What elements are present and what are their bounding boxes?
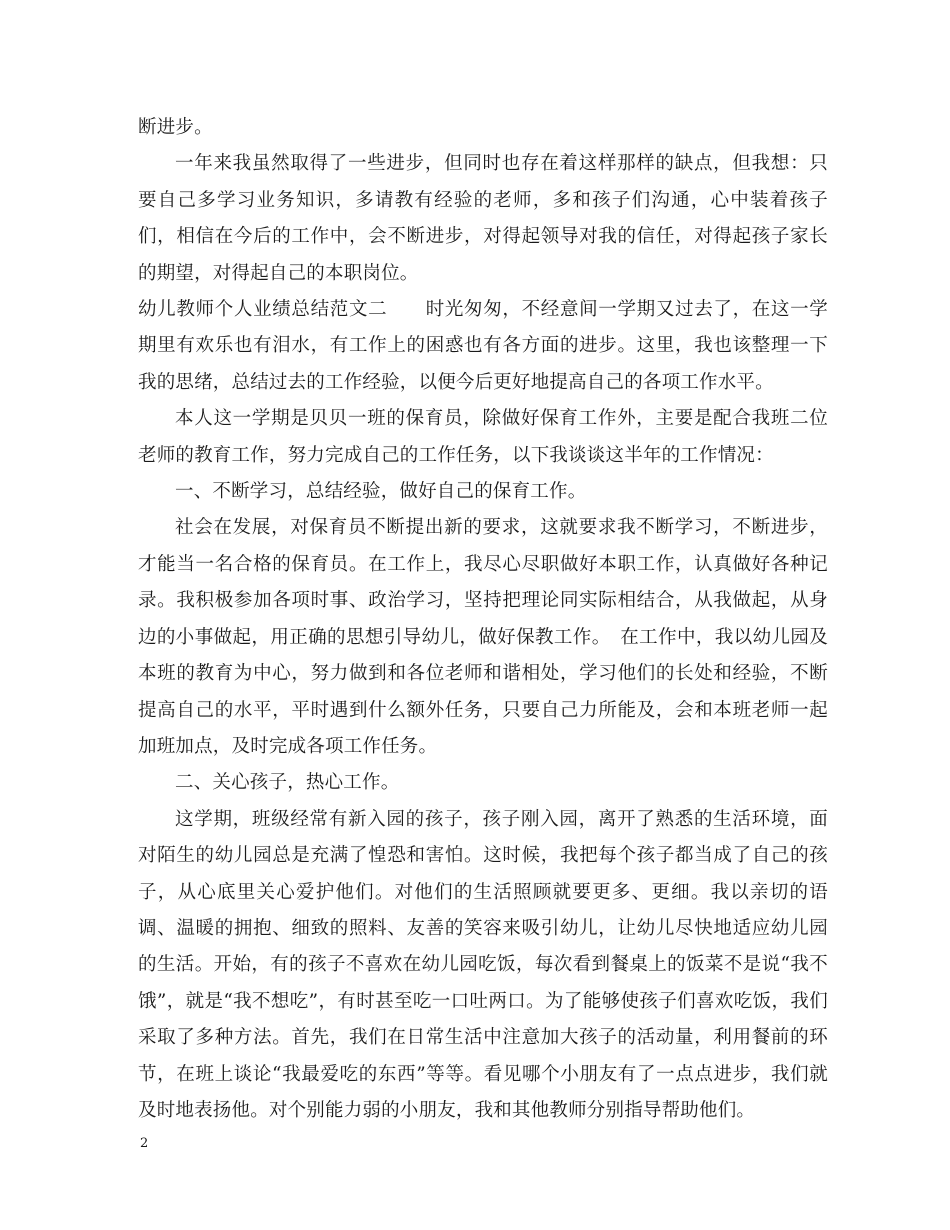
page-number: 2	[140, 1136, 149, 1151]
section-heading: 二、关心孩子，热心工作。	[175, 772, 400, 794]
paragraph: 断进步。	[138, 117, 213, 138]
document-body	[138, 110, 828, 1129]
paragraph: 社会在发展，对保育员不断提出新的要求，这就要求我不断学习，不断进步，才能当一名合格的保育员。在工作上，我尽心尽职做好本职工作，认真做好各种记录。我积极参加各项时事、政治学习，坚持把理论同实际相结合，从我做起，从身边的小事做起，用正确的思想引导幼儿，做好保教工作。 在工作中，我以幼儿园及本班的教育为中心，努力做到和各位老师和谐相处，学习他们的长处和经验，不断提高自己的水平，平时遇到什么额外任务，只要自己力所能及，会和本班老师一起加班加点，及时完成各项工作任务。	[138, 517, 828, 757]
paragraph: 一年来我虽然取得了一些进步，但同时也存在着这样那样的缺点，但我想：只要自己多学习业务知识，多请教有经验的老师，多和孩子们沟通，心中装着孩子们，相信在今后的工作中，会不断进步，对得起领导对我的信任，对得起孩子家长的期望，对得起自己的本职岗位。	[138, 153, 828, 284]
section-heading: 一、不断学习，总结经验，做好自己的保育工作。	[175, 481, 587, 503]
paragraph-with-heading: 幼儿教师个人业绩总结范文二 时光匆匆，不经意间一学期又过去了，在这一学期里有欢乐也有泪水，有工作上的困惑也有各方面的进步。这里，我也该整理一下我的思绪，总结过去的工作经验，以便今后更好地提高自己的各项工作水平。	[138, 299, 828, 393]
paragraph: 本人这一学期是贝贝一班的保育员，除做好保育工作外，主要是配合我班二位老师的教育工作，努力完成自己的工作任务，以下我谈谈这半年的工作情况：	[138, 408, 828, 466]
paragraph: 这学期，班级经常有新入园的孩子，孩子刚入园，离开了熟悉的生活环境，面对陌生的幼儿园总是充满了惶恐和害怕。这时候，我把每个孩子都当成了自己的孩子，从心底里关心爱护他们。对他们的生活照顾就要更多、更细。我以亲切的语调、温暖的拥抱、细致的照料、友善的笑容来吸引幼儿，让幼儿尽快地适应幼儿园的生活。开始，有的孩子不喜欢在幼儿园吃饭，每次看到餐桌上的饭菜不是说“我不饿”，就是“我不想吃”，有时甚至吃一口吐两口。为了能够使孩子们喜欢吃饭，我们采取了多种方法。首先，我们在日常生活中注意加大孩子的活动量，利用餐前的环节，在班上谈论“我最爱吃的东西”等等。看见哪个小朋友有了一点点进步，我们就及时地表扬他。对个别能力弱的小朋友，我和其他教师分别指导帮助他们。	[138, 808, 828, 1121]
